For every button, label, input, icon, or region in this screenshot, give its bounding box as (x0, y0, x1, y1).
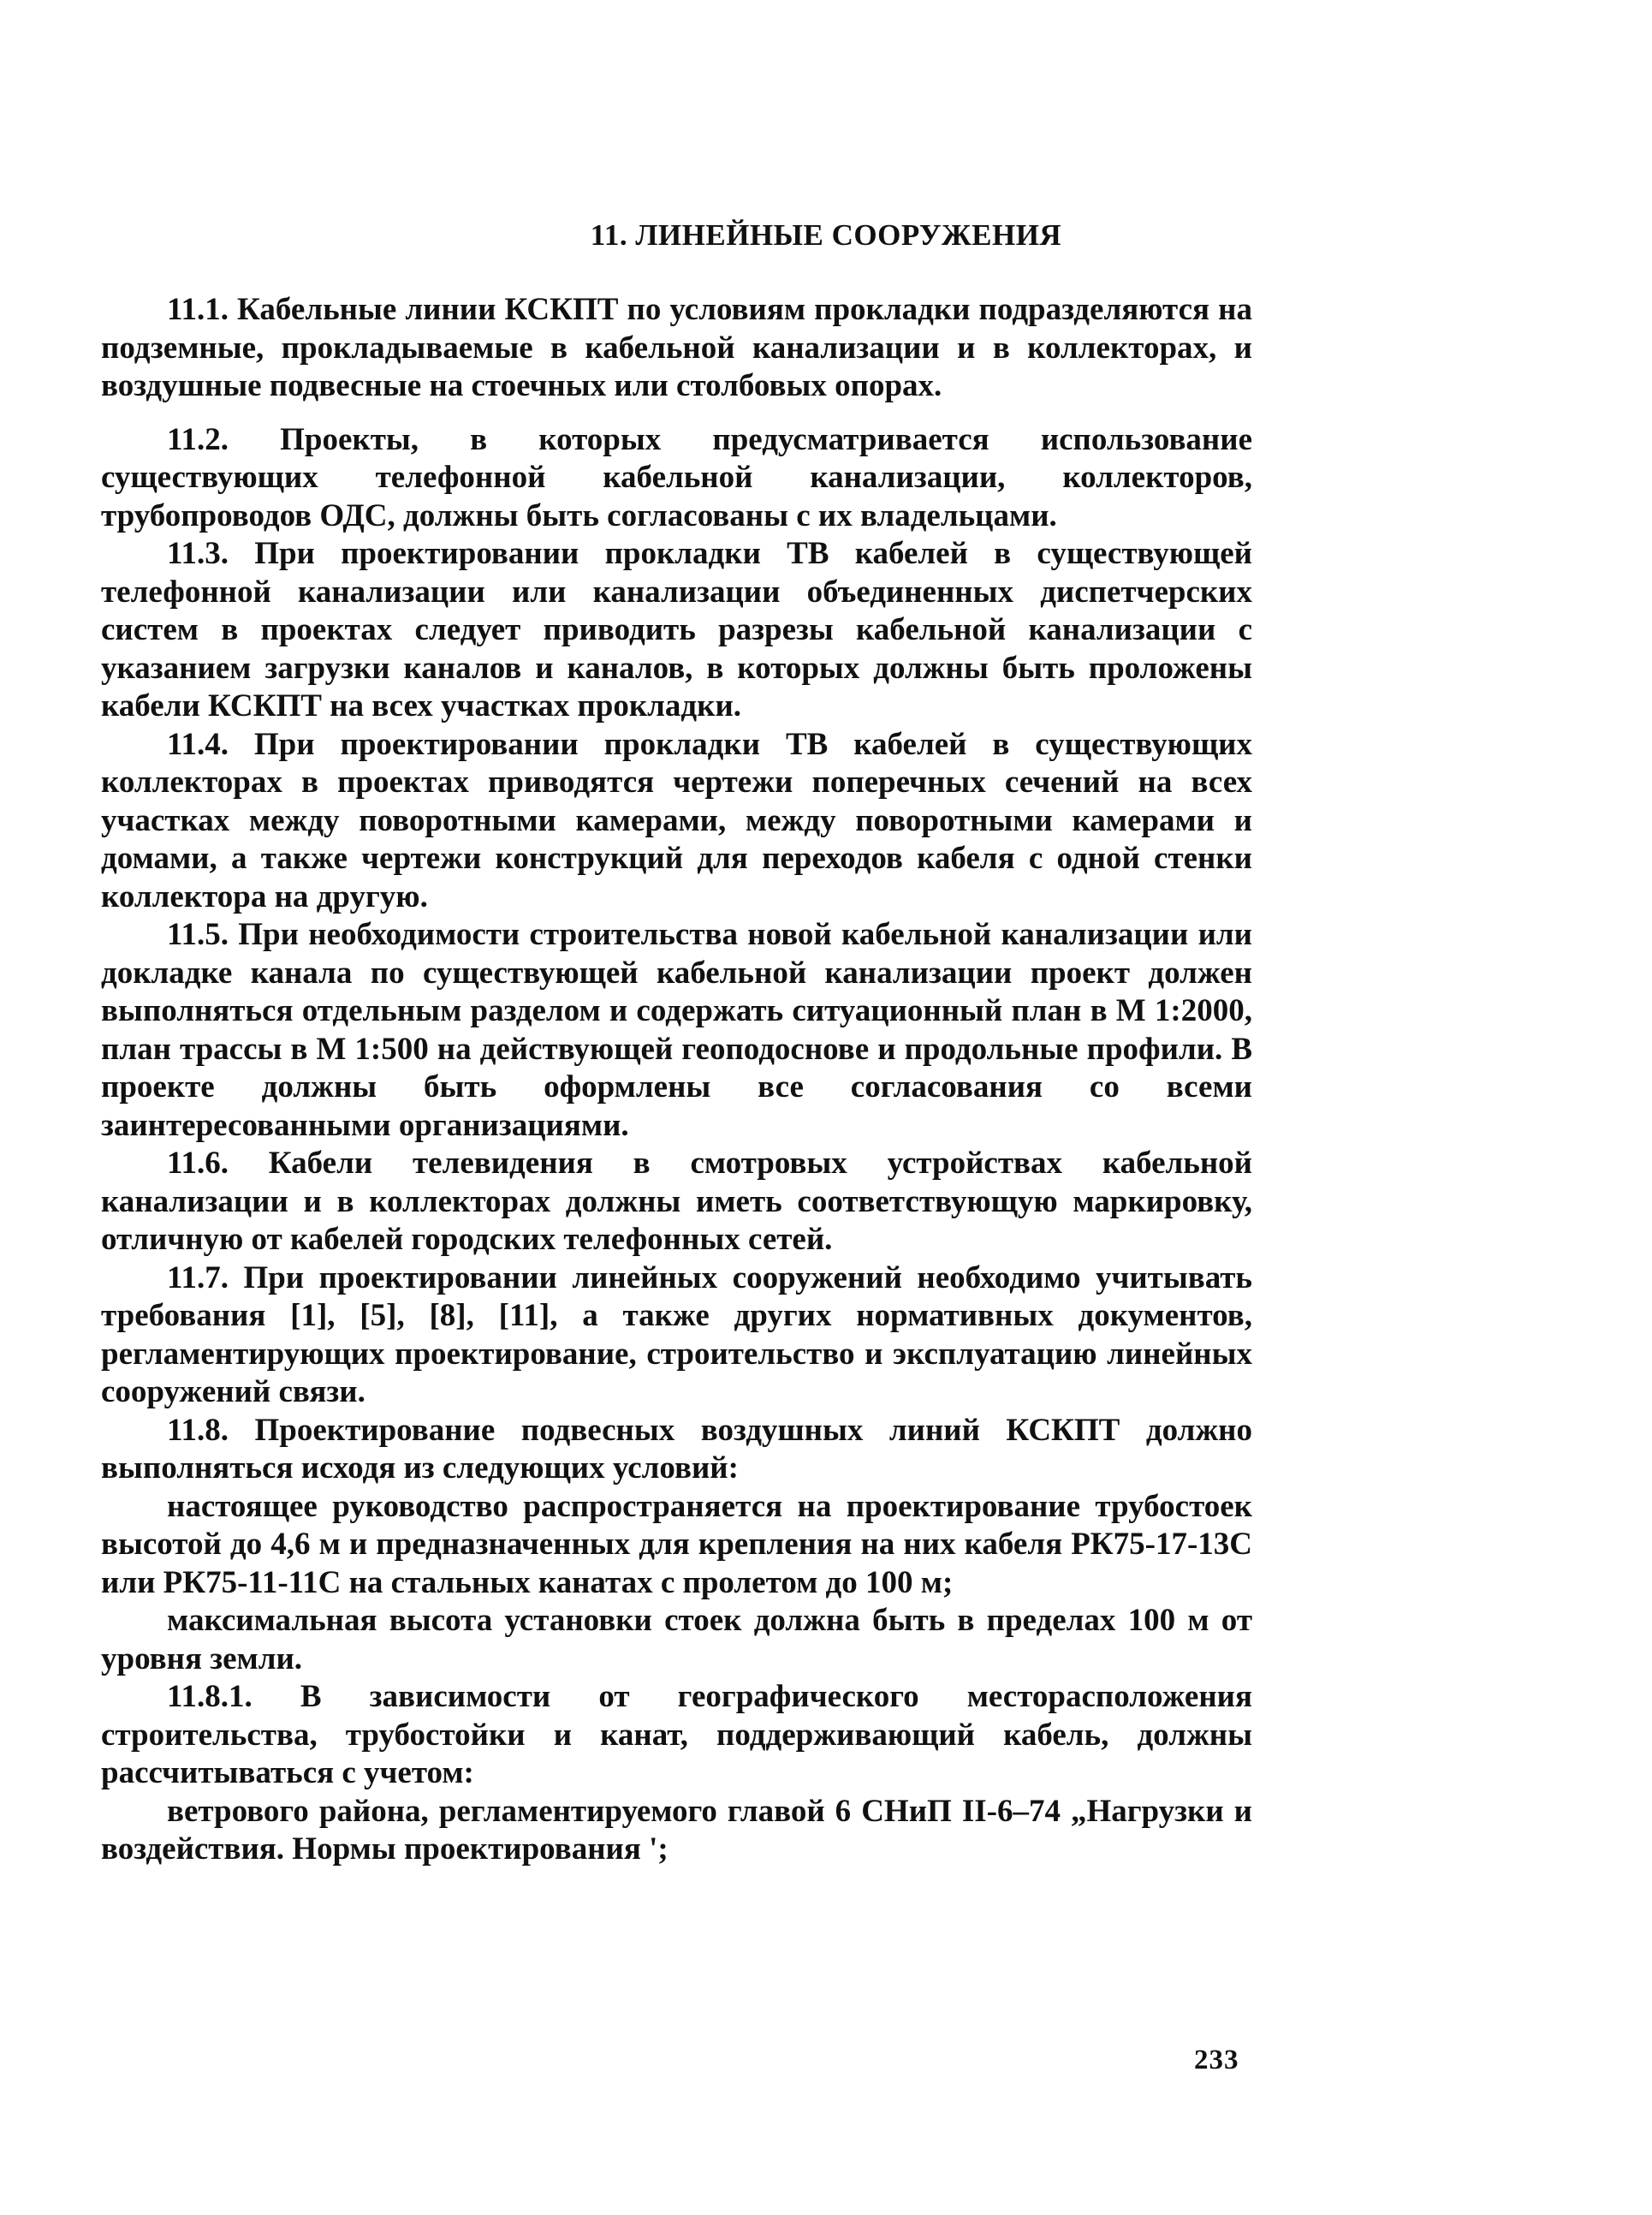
paragraph-11-4: 11.4. При проектировании прокладки ТВ кабелей в существующих коллекторах в проектах приводятся чертежи поперечных сечений на всех участках между поворотными камерами, между поворотными камерами и домами, а также чертежи конструкций для переходов кабеля с одной стенки коллектора на другую. (101, 726, 1252, 914)
paragraph-11-5: 11.5. При необходимости строительства новой кабельной канализации или докладке канала по существующей кабельной канализации проект должен выполняться отдельным разделом и содержать ситуационный план в М 1:2000, план трассы в М 1:500 на действующей геоподоснове и продольные профили. В проекте должны быть оформлены все согласования со всеми заинтересованными организациями. (101, 917, 1252, 1143)
body-text (101, 291, 1252, 1869)
paragraph-11-8-1: 11.8.1. В зависимости от географического месторасположения строительства, трубостойки и канат, поддерживающий кабель, должны рассчитываться с учетом: (101, 1679, 1252, 1790)
paragraph-11-8: 11.8. Проектирование подвесных воздушных линий КСКПТ должно выполняться исходя из следующих условий: (101, 1412, 1252, 1486)
list-item-max-height: максимальная высота установки стоек должна быть в пределах 100 м от уровня земли. (101, 1603, 1252, 1676)
section-heading: 11. ЛИНЕЙНЫЕ СООРУЖЕНИЯ (590, 218, 1062, 252)
paragraph-11-7: 11.7. При проектировании линейных сооружений необходимо учитывать требования [1], [5], [8], [11], а также других нормативных документов, регламентирующих проектирование, строительство и эксплуатацию линейных сооружений связи. (101, 1259, 1252, 1409)
list-item-scope: настоящее руководство распространяется на проектирование трубостоек высотой до 4,6 м и предназначенных для крепления на них кабеля РК75-17-13С или РК75-11-11С на стальных канатах с пролетом до 100 м; (101, 1488, 1252, 1600)
paragraph-11-3: 11.3. При проектировании прокладки ТВ кабелей в существующей телефонной канализации или канализации объединенных диспетчерских систем в проектах следует приводить разрезы кабельной канализации с указанием загрузки каналов и каналов, в которых должны быть проложены кабели КСКПТ на всех участках прокладки. (101, 536, 1252, 723)
paragraph-11-1: 11.1. Кабельные линии КСКПТ по условиям прокладки подразделяются на подземные, прокладываемые в кабельной канализации и в коллекторах, и воздушные подвесные на стоечных или столбовых опорах. (101, 292, 1252, 403)
paragraph-11-6: 11.6. Кабели телевидения в смотровых устройствах кабельной канализации и в коллекторах должны иметь соответствующую маркировку, отличную от кабелей городских телефонных сетей. (101, 1146, 1252, 1257)
list-item-wind-region: ветрового района, регламентируемого главой 6 СНиП II-6–74 „Нагрузки и воздействия. Нормы проектирования '; (101, 1793, 1252, 1867)
page-number: 233 (1194, 2045, 1239, 2075)
paragraph-11-2: 11.2. Проекты, в которых предусматривается использование существующих телефонной кабельной канализации, коллекторов, трубопроводов ОДС, должны быть согласованы с их владельцами. (101, 421, 1252, 533)
